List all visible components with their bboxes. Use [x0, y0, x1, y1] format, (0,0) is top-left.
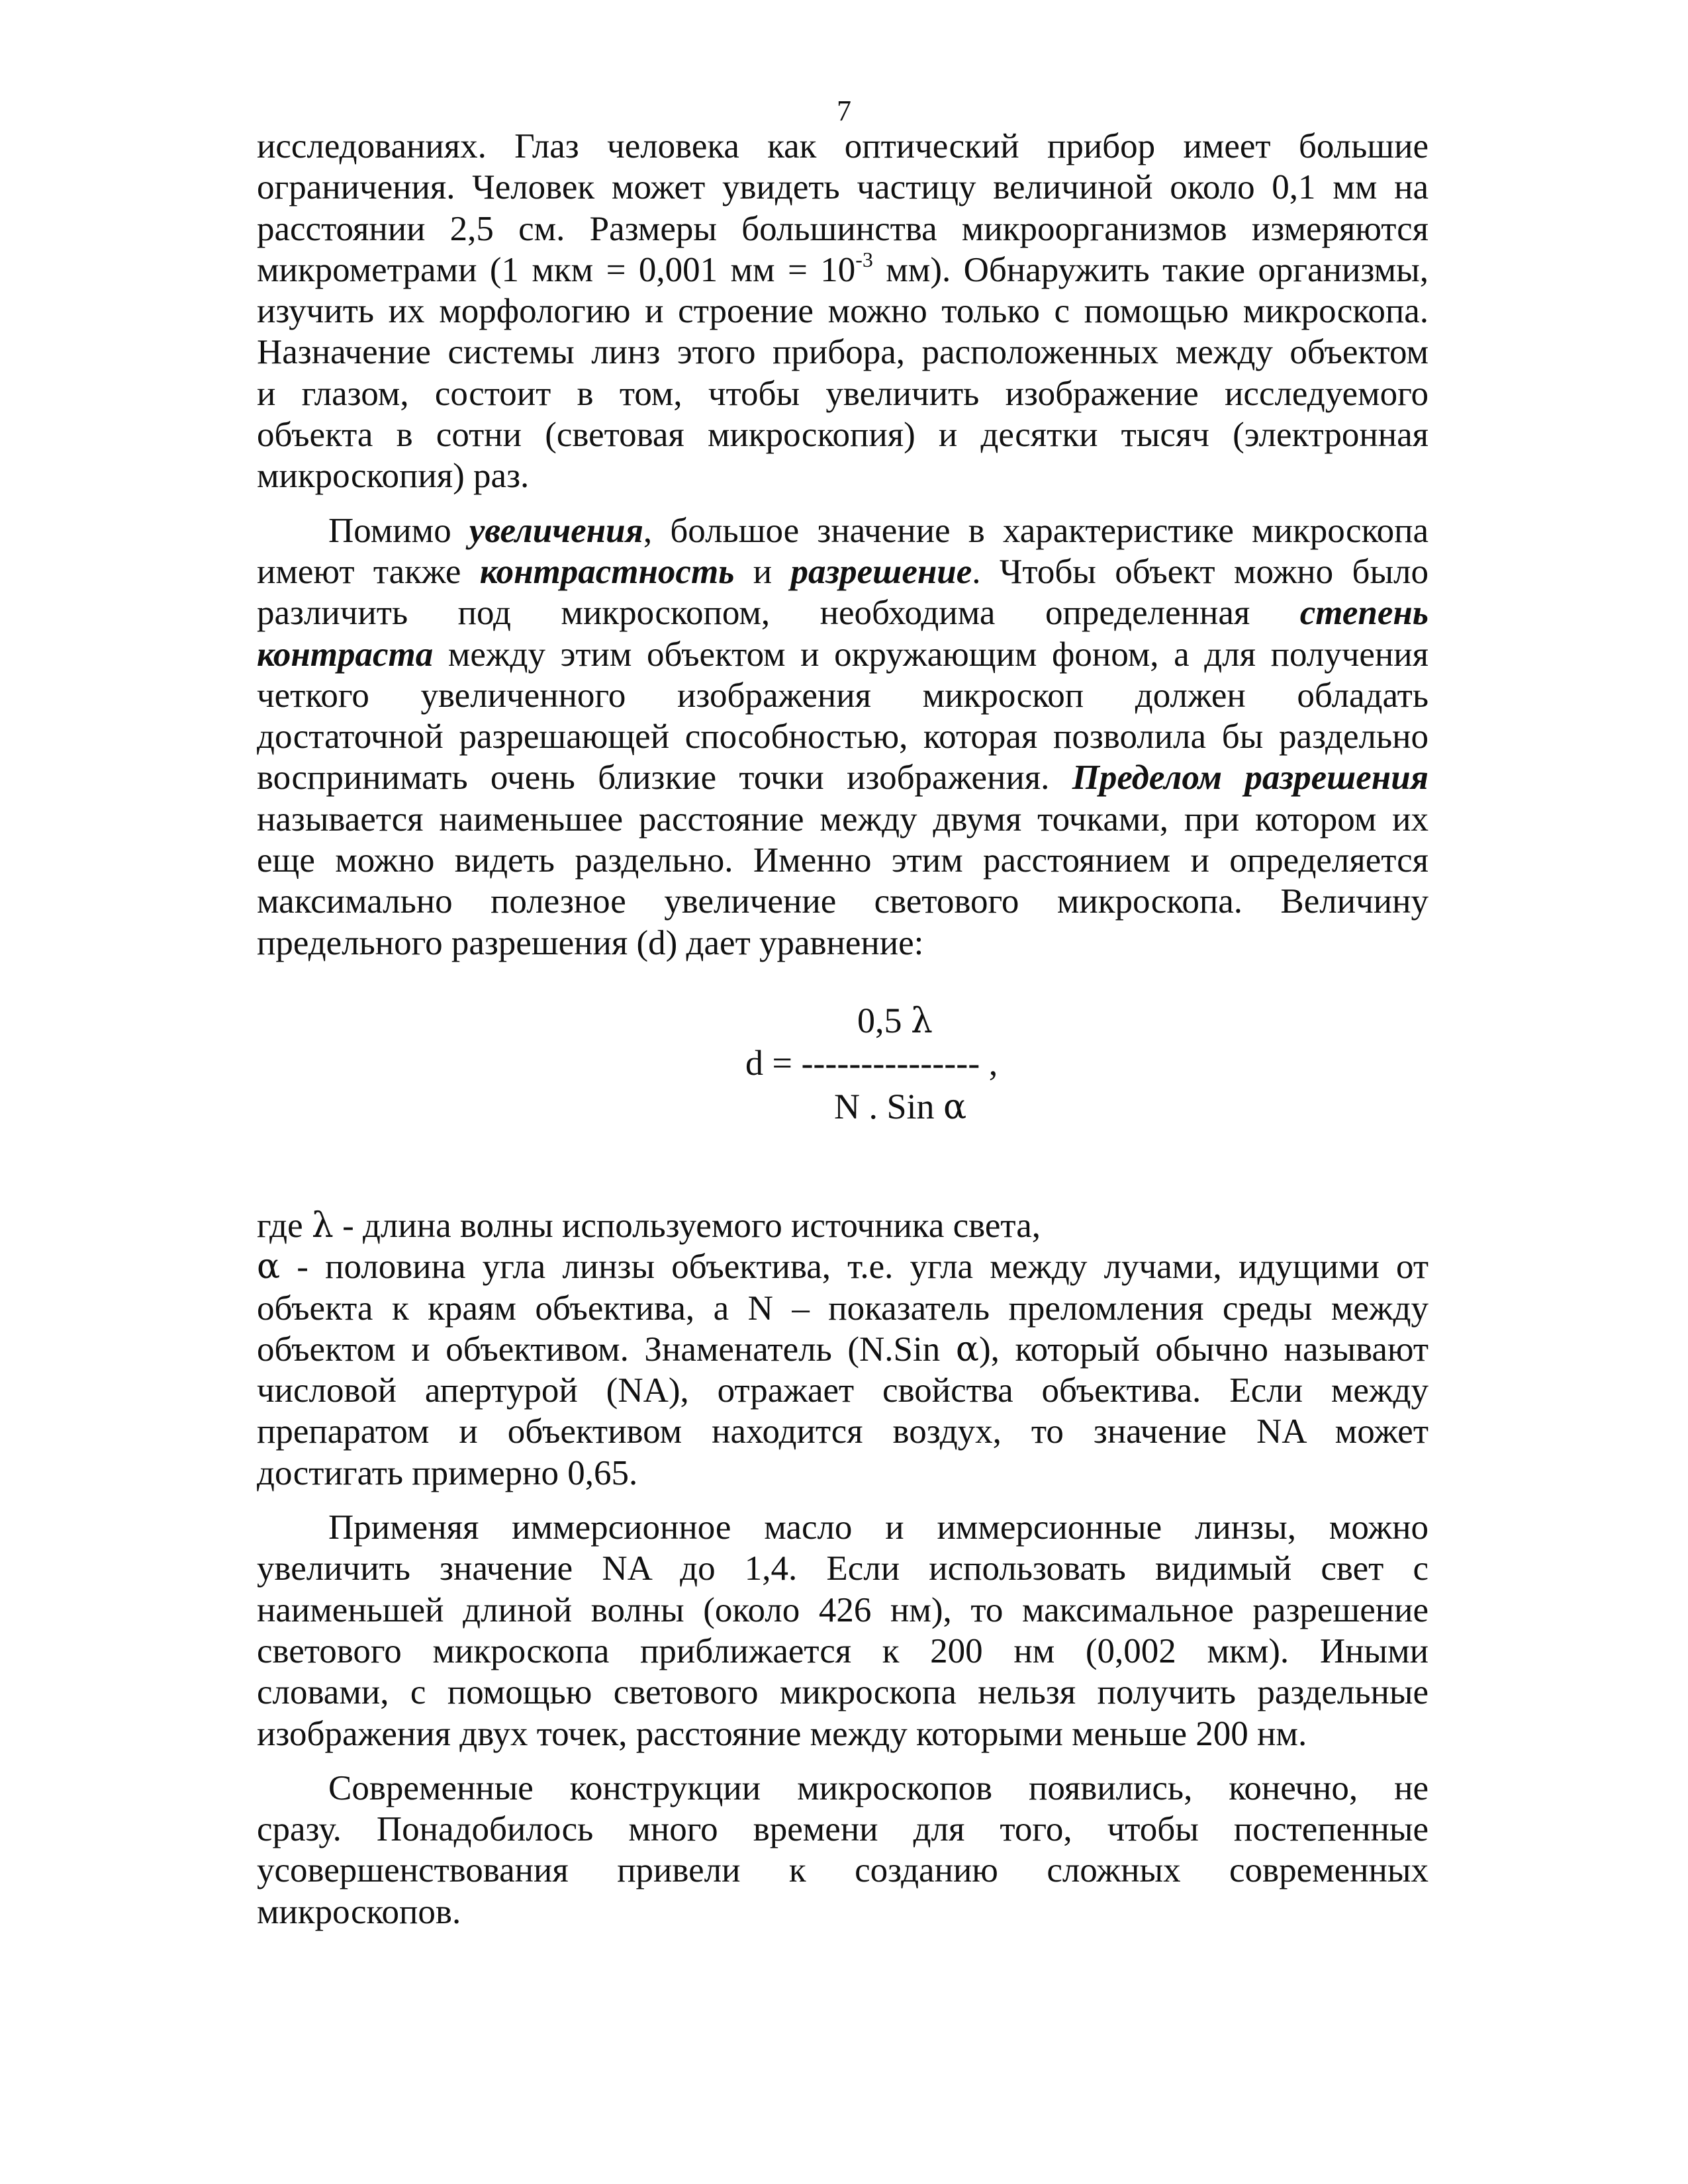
body-text — [257, 126, 1429, 1933]
text-line — [257, 634, 1429, 675]
text-line: увеличить значение NA до 1,4. Если использовать видимый свет с — [257, 1549, 1429, 1588]
text-line — [257, 1246, 1429, 1287]
paragraph-2 — [257, 510, 1429, 964]
text-line: четкого увеличенного изображения микроскоп должен обладать — [257, 676, 1429, 715]
paragraph-4 — [257, 1768, 1429, 1933]
text-line: микроскопия) раз. — [257, 457, 530, 496]
text-line: расстоянии 2,5 см. Размеры большинства микроорганизмов измеряются — [257, 209, 1429, 248]
text-line — [257, 592, 1429, 633]
text-line: изображения двух точек, расстояние между которыми меньше 200 нм. — [257, 1714, 1307, 1753]
text-line: достигать примерно 0,65. — [257, 1453, 638, 1492]
text-line: усовершенствования привели к созданию сложных современных — [257, 1851, 1429, 1890]
text-fragment: объектом и объективом. Знаменатель (N.Sin — [257, 1330, 956, 1369]
formula-explanation — [257, 1205, 1429, 1494]
text-line — [257, 510, 1429, 551]
text-line: объекта к краям объектива, а N – показатель преломления среды между — [257, 1289, 1429, 1328]
term-contrast: контрастность — [479, 552, 735, 591]
text-line: Современные конструкции микроскопов появились, конечно, не — [328, 1768, 1429, 1807]
resolution-formula — [257, 1000, 1429, 1165]
text-fragment: - половина угла линзы объектива, т.е. угла между лучами, идущими от — [280, 1248, 1429, 1287]
text-line — [257, 1329, 1429, 1370]
text-line: Назначение системы линз этого прибора, расположенных между объектом — [257, 333, 1429, 372]
text-line: Применяя иммерсионное масло и иммерсионные линзы, можно — [328, 1508, 1429, 1547]
formula-numerator-value: 0,5 — [857, 1000, 902, 1040]
text-line: светового микроскопа приближается к 200 нм (0,002 мкм). Иными — [257, 1631, 1429, 1670]
text-line — [257, 1205, 1429, 1246]
text-fragment: . Чтобы объект можно было — [972, 552, 1429, 591]
text-fragment: , большое значение в характеристике микроскопа — [643, 511, 1429, 550]
text-line — [257, 757, 1429, 798]
text-fragment: где — [257, 1206, 312, 1245]
text-line: микроскопов. — [257, 1892, 461, 1931]
text-line: достаточной разрешающей способностью, которая позволила бы раздельно — [257, 717, 1429, 756]
text-fragment: и — [734, 552, 791, 591]
exponent: -3 — [855, 247, 873, 271]
text-line: препаратом и объективом находится воздух, то значение NA может — [257, 1412, 1429, 1451]
paragraph-1 — [257, 126, 1429, 497]
text-fragment: микрометрами (1 мкм = 0,001 мм = 10 — [257, 250, 856, 289]
text-fragment: имеют также — [257, 552, 480, 591]
alpha-symbol: α — [257, 1247, 281, 1287]
text-fragment: воспринимать очень близкие точки изображения. — [257, 758, 1072, 797]
text-fragment: между этим объектом и окружающим фоном, а для получения — [433, 635, 1429, 674]
text-fragment: ), который обычно называют — [979, 1330, 1429, 1369]
text-fragment: различить под микроскопом, необходима определенная — [257, 594, 1300, 633]
paragraph-3 — [257, 1507, 1429, 1754]
text-line: называется наименьшее расстояние между двумя точками, при котором их — [257, 799, 1429, 839]
formula-denominator — [834, 1086, 966, 1128]
term-degree: степень — [1299, 594, 1429, 633]
text-line: и глазом, состоит в том, чтобы увеличить изображение исследуемого — [257, 374, 1429, 413]
text-line: ограничения. Человек может увидеть частицу величиной около 0,1 мм на — [257, 168, 1429, 207]
text-line — [257, 247, 1429, 291]
alpha-symbol: α — [943, 1087, 967, 1127]
text-line — [257, 551, 1429, 592]
text-fragment: - длина волны используемого источника света, — [333, 1206, 1041, 1245]
text-line: объекта в сотни (световая микроскопия) и десятки тысяч (электронная — [257, 416, 1429, 455]
text-line: еще можно видеть раздельно. Именно этим расстоянием и определяется — [257, 841, 1429, 880]
page-number: 7 — [837, 95, 851, 127]
term-of-contrast: контраста — [257, 635, 434, 674]
alpha-symbol: α — [955, 1329, 979, 1369]
text-line: предельного разрешения (d) дает уравнение: — [257, 923, 924, 962]
term-magnification: увеличения — [469, 511, 643, 550]
term-resolution-limit: Пределом разрешения — [1072, 758, 1429, 797]
text-fragment: Помимо — [328, 511, 469, 550]
text-line: наименьшей длиной волны (около 426 нм), то максимальное разрешение — [257, 1590, 1429, 1629]
lambda-symbol: λ — [911, 1001, 933, 1041]
lambda-symbol: λ — [311, 1205, 334, 1246]
formula-numerator — [857, 1000, 933, 1042]
text-line: сразу. Понадобилось много времени для того, чтобы постепенные — [257, 1810, 1429, 1849]
text-line: исследованиях. Глаз человека как оптический прибор имеет большие — [257, 127, 1429, 165]
text-line: изучить их морфологию и строение можно только с помощью микроскопа. — [257, 292, 1429, 331]
text-line: максимально полезное увеличение светового микроскопа. Величину — [257, 882, 1429, 921]
text-fragment: мм). Обнаружить такие организмы, — [872, 250, 1429, 289]
text-line: числовой апертурой (NA), отражает свойства объектива. Если между — [257, 1371, 1429, 1410]
text-line: словами, с помощью светового микроскопа нельзя получить раздельные — [257, 1673, 1429, 1712]
term-resolution: разрешение — [790, 552, 972, 591]
formula-denominator-value: N . Sin — [834, 1086, 935, 1126]
formula-fraction-line: d = --------------- , — [745, 1042, 998, 1083]
